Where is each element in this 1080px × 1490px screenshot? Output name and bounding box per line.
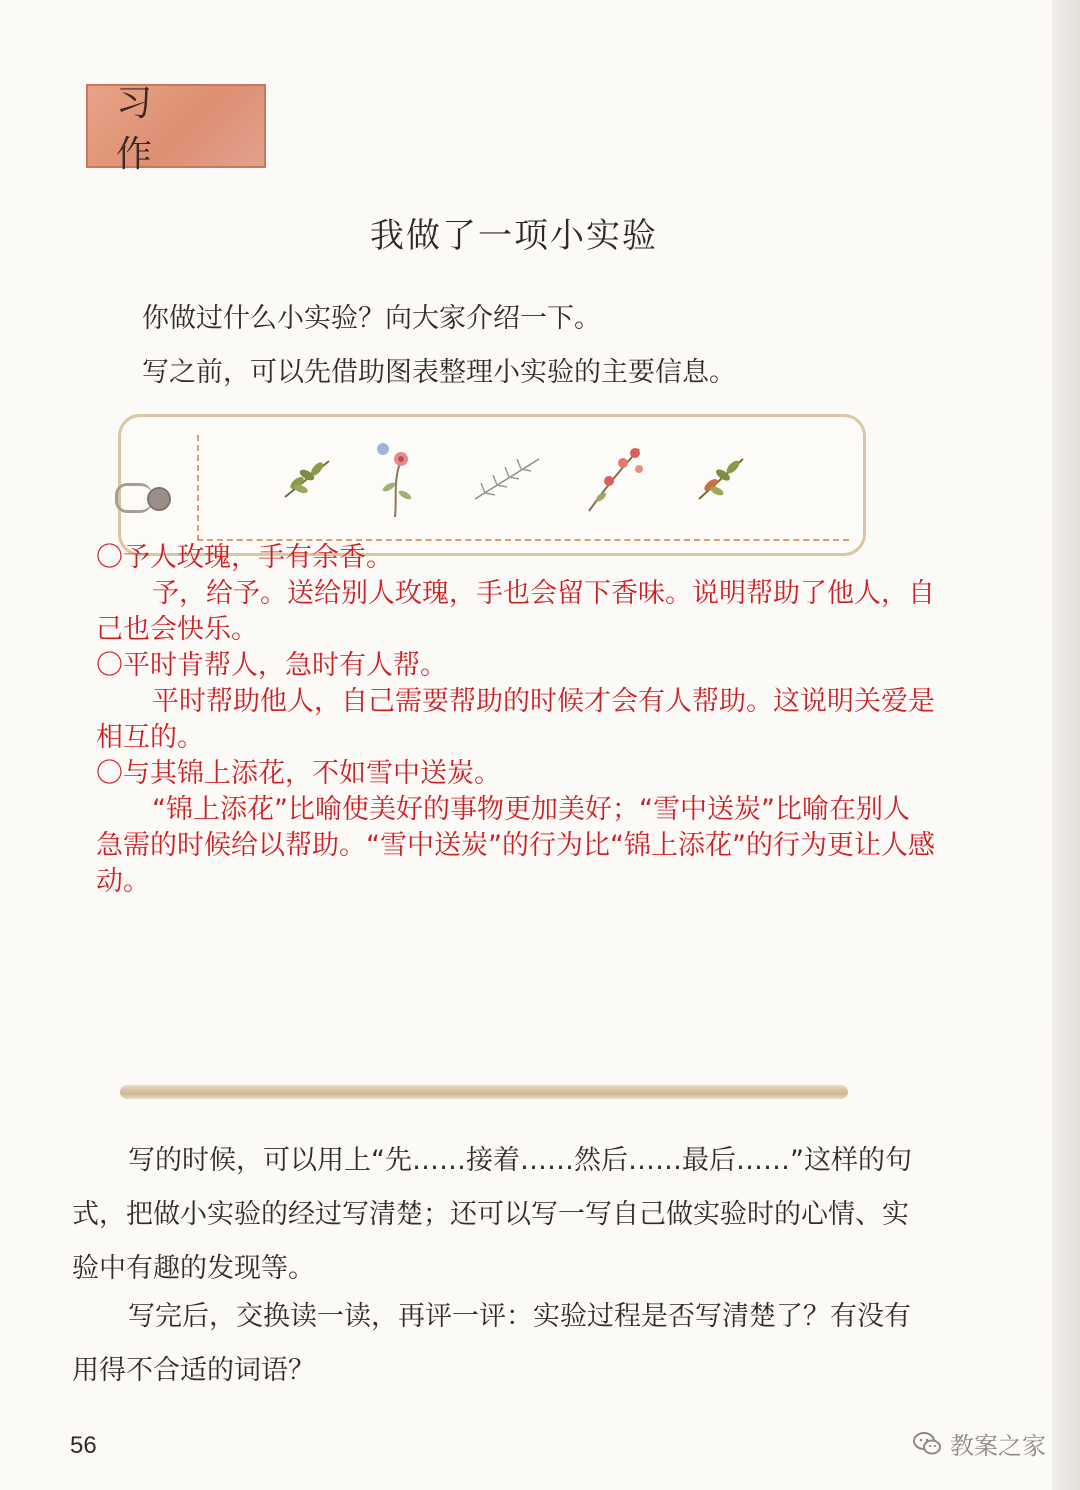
berry-sprig-icon — [579, 441, 649, 517]
section-label: 习 作 — [86, 84, 266, 168]
page-edge — [1052, 0, 1080, 1490]
annotation-note — [96, 540, 936, 900]
note-explanation-1: 予，给予。送给别人玫瑰，手也会留下香味。说明帮助了他人，自己也会快乐。 — [96, 578, 935, 645]
watermark — [912, 1426, 1046, 1461]
flower-sprig-icon — [367, 439, 427, 519]
note-proverb-3: 〇与其锦上添花，不如雪中送炭。 — [96, 758, 501, 789]
intro-paragraph-1: 你做过什么小实验？向大家介绍一下。 — [142, 303, 601, 334]
page-title: 我做了一项小实验 — [370, 216, 658, 256]
ring-hole-icon — [147, 487, 171, 511]
leaf-sprig-icon — [277, 447, 337, 507]
note-explanation-2: 平时帮助他人，自己需要帮助的时候才会有人帮助。这说明关爱是相互的。 — [96, 686, 935, 753]
writing-tips-paragraph: 写的时候，可以用上“先……接着……然后……最后……”这样的句式，把做小实验的经过写清楚；还可以写一写自己做实验时的心情、实验中有趣的发现等。 — [72, 1145, 912, 1284]
review-tips-paragraph: 写完后，交换读一读，再评一评：实验过程是否写清楚了？有没有用得不合适的词语？ — [72, 1301, 911, 1386]
intro-paragraph-2: 写之前，可以先借助图表整理小实验的主要信息。 — [142, 357, 736, 388]
fern-icon — [469, 447, 545, 507]
note-proverb-1: 〇予人玫瑰，手有余香。 — [96, 542, 393, 573]
leaf-sprig-icon — [691, 447, 751, 507]
wechat-icon — [912, 1431, 942, 1457]
review-tips — [72, 1290, 932, 1398]
watermark-text: 教案之家 — [950, 1432, 1046, 1460]
divider-bar — [120, 1085, 848, 1099]
page-number: 56 — [70, 1432, 97, 1459]
note-explanation-3: “锦上添花”比喻使美好的事物更加美好；“雪中送炭”比喻在别人急需的时候给以帮助。“雪中送炭”的行为比“锦上添花”的行为更让人感动。 — [96, 794, 935, 897]
bookmark-card — [118, 414, 866, 556]
writing-tips — [72, 1134, 932, 1296]
note-proverb-2: 〇平时肯帮人，急时有人帮。 — [96, 650, 447, 681]
